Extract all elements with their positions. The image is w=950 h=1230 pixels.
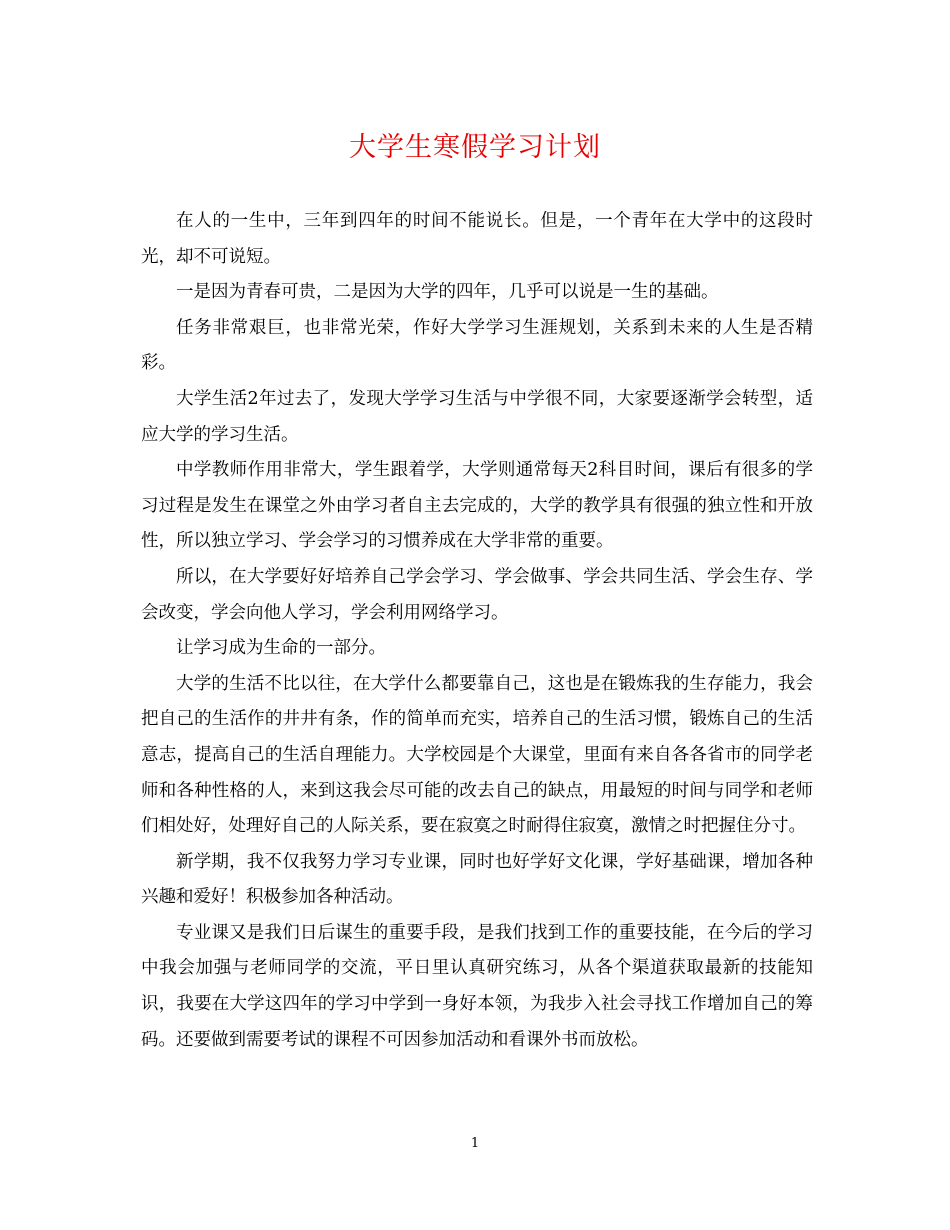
paragraph: 一是因为青春可贵，二是因为大学的四年，几乎可以说是一生的基础。 (176, 282, 719, 303)
paragraph: 新学期，我不仅我努力学习专业课，同时也好学好文化课，学好基础课，增加各种兴趣和爱好！积极参加各种活动。 (141, 851, 813, 908)
document-body (141, 204, 813, 1058)
paragraph: 专业课又是我们日后谋生的重要手段，是我们找到工作的重要技能，在今后的学习中我会加强与老师同学的交流，平日里认真研究练习，从各个渠道获取最新的技能知识，我要在大学这四年的学习中学到一身好本领，为我步入社会寻找工作增加自己的筹码。还要做到需要考试的课程不可因参加活动和看课外书而放松。 (141, 922, 813, 1050)
paragraph: 任务非常艰巨，也非常光荣，作好大学学习生涯规划，关系到未来的人生是否精彩。 (141, 317, 813, 374)
paragraph: 让学习成为生命的一部分。 (176, 638, 386, 659)
paragraph: 大学生活2年过去了，发现大学学习生活与中学很不同，大家要逐渐学会转型，适应大学的学习生活。 (141, 388, 813, 445)
paragraph: 中学教师作用非常大，学生跟着学，大学则通常每天2科目时间，课后有很多的学习过程是发生在课堂之外由学习者自主去完成的，大学的教学具有很强的独立性和开放性，所以独立学习、学会学习的习惯养成在大学非常的重要。 (141, 460, 813, 552)
paragraph: 在人的一生中，三年到四年的时间不能说长。但是，一个青年在大学中的这段时光，却不可说短。 (141, 211, 813, 267)
page-number: 1 (470, 1136, 480, 1151)
paragraph: 所以，在大学要好好培养自己学会学习、学会做事、学会共同生活、学会生存、学会改变，学会向他人学习，学会利用网络学习。 (141, 566, 813, 623)
paragraph: 大学的生活不比以往，在大学什么都要靠自己，这也是在锻炼我的生存能力，我会把自己的生活作的井井有条，作的简单而充实，培养自己的生活习惯，锻炼自己的生活意志，提高自己的生活自理能力。大学校园是个大课堂，里面有来自各各省市的同学老师和各种性格的人，来到这我会尽可能的改去自己的缺点，用最短的时间与同学和老师们相处好，处理好自己的人际关系，要在寂寞之时耐得住寂寞，激情之时把握住分寸。 (141, 673, 813, 837)
document-title: 大学生寒假学习计划 (349, 132, 601, 163)
